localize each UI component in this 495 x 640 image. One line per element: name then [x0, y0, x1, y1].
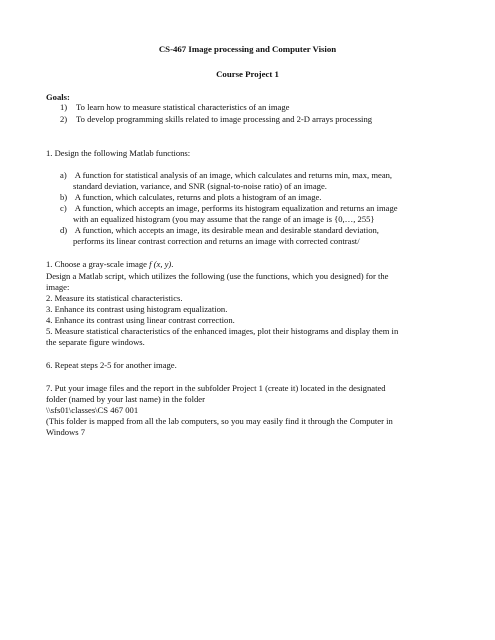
folder-note: (This folder is mapped from all the lab computers, so you may easily find it through the Computer in — [46, 416, 393, 426]
step7-continued: folder (named by your last name) in the folder — [46, 394, 205, 404]
function-label: c) — [60, 203, 67, 213]
step1-line — [46, 259, 173, 270]
function-label: d) — [60, 225, 68, 235]
goals-heading: Goals: — [46, 92, 70, 102]
function-text: A function, which accepts an image, performs its histogram equalization and returns an image — [74, 203, 398, 213]
folder-note-continued: Windows 7 — [46, 427, 86, 437]
function-item — [60, 170, 392, 181]
step4: 4. Enhance its contrast using linear contrast correction. — [46, 315, 235, 325]
step1-text: 1. Choose a gray-scale image — [46, 259, 147, 269]
function-text: A function, which accepts an image, its desirable mean and desirable standard deviation, — [74, 225, 379, 235]
goal-text: To develop programming skills related to image processing and 2-D arrays processing — [76, 114, 373, 124]
goal-item — [60, 114, 372, 125]
step6: 6. Repeat steps 2-5 for another image. — [46, 360, 177, 370]
document-subtitle: Course Project 1 — [216, 69, 279, 79]
goal-number: 1) — [60, 102, 68, 112]
function-text: A function, which calculates, returns and plots a histogram of an image. — [74, 192, 322, 202]
step5-continued: the separate figure windows. — [46, 337, 145, 347]
function-label: b) — [60, 192, 68, 202]
step3: 3. Enhance its contrast using histogram equalization. — [46, 304, 228, 314]
section1-heading: 1. Design the following Matlab functions: — [46, 148, 191, 158]
function-text-continued: performs its linear contrast correction and returns an image with corrected contrast/ — [73, 236, 360, 246]
goal-item — [60, 102, 289, 113]
step2: 2. Measure its statistical characteristics. — [46, 293, 183, 303]
function-text-continued: with an equalized histogram (you may assume that the range of an image is {0,…, 255} — [73, 214, 375, 224]
step5: 5. Measure statistical characteristics of the enhanced images, plot their histograms and display them in — [46, 326, 399, 336]
function-text-continued: standard deviation, variance, and SNR (signal-to-noise ratio) of an image. — [73, 181, 327, 191]
step7: 7. Put your image files and the report in the subfolder Project 1 (create it) located in the designated — [46, 383, 386, 393]
image-function-symbol: f (x, y) — [149, 259, 172, 269]
function-label: a) — [60, 170, 67, 180]
function-text: A function for statistical analysis of an image, which calculates and returns min, max, mean, — [74, 170, 393, 180]
function-item — [60, 203, 398, 214]
goal-number: 2) — [60, 114, 68, 124]
folder-path: \\sfs01\classes\CS 467 001 — [46, 405, 139, 415]
step1-period: . — [171, 259, 174, 269]
script-description: Design a Matlab script, which utilizes the following (use the functions, which you designed) for the — [46, 271, 389, 281]
function-item — [60, 225, 379, 236]
function-item — [60, 192, 321, 203]
goal-text: To learn how to measure statistical characteristics of an image — [76, 102, 290, 112]
script-description-continued: image: — [46, 282, 70, 292]
document-title: CS-467 Image processing and Computer Vision — [158, 44, 337, 54]
